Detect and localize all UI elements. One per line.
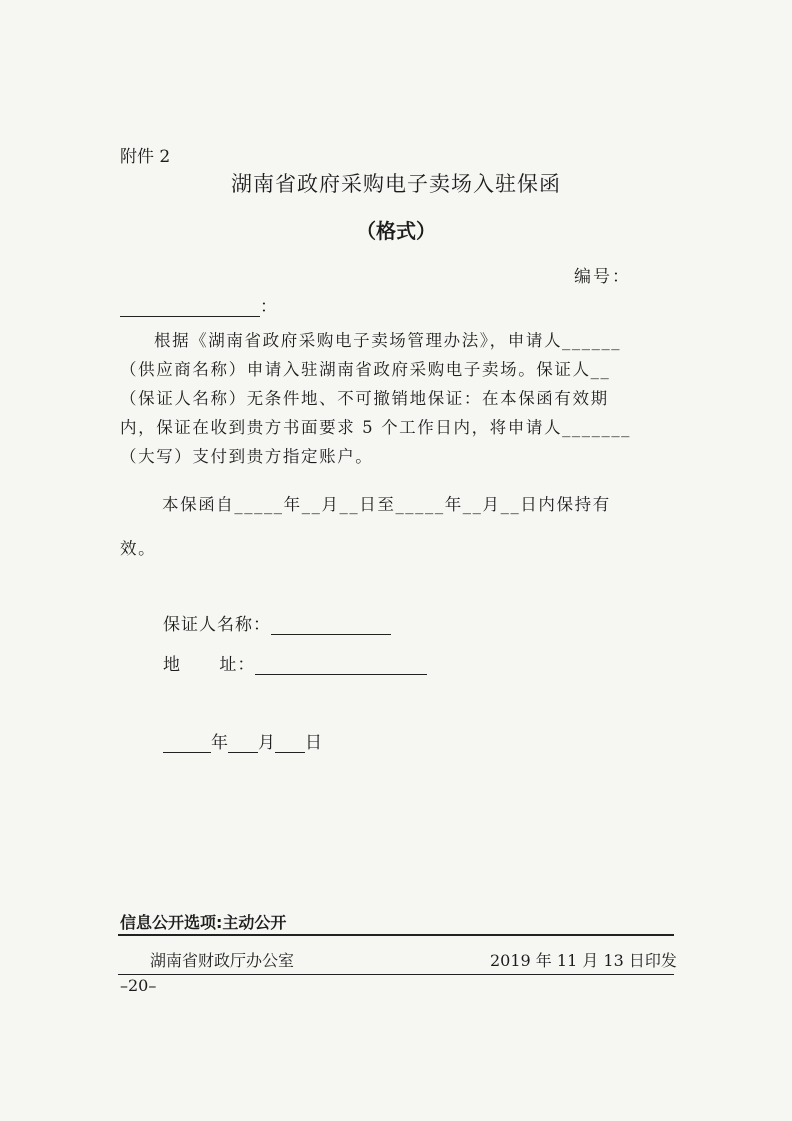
- guarantee-paragraph: [120, 326, 680, 471]
- date-row: [163, 728, 322, 753]
- validity-line-end: 效。: [120, 539, 157, 558]
- month-label: 月: [258, 733, 275, 753]
- print-date: 2019 年 11 月 13 日印发: [490, 951, 677, 970]
- paragraph-line: 内，保证在收到贵方书面要求 5 个工作日内，将申请人_______: [120, 418, 632, 437]
- year-label: 年: [211, 733, 228, 753]
- guarantor-name-row: [163, 610, 391, 635]
- addressee-blank: [120, 298, 260, 317]
- address-label: 地 址：: [163, 655, 256, 675]
- footer-rule-bottom: [118, 974, 674, 975]
- guarantor-name-blank: [271, 616, 391, 635]
- address-row: [163, 650, 427, 675]
- day-blank: [275, 734, 305, 753]
- document-title: 湖南省政府采购电子卖场入驻保函: [231, 172, 561, 196]
- year-blank: [163, 734, 211, 753]
- month-blank: [228, 734, 258, 753]
- paragraph-line: 根据《湖南省政府采购电子卖场管理办法》，申请人______: [154, 331, 622, 350]
- page-number: –20–: [120, 976, 157, 995]
- paragraph-line: （大写）支付到贵方指定账户。: [120, 447, 374, 466]
- disclosure-option: 信息公开选项:主动公开: [120, 913, 287, 932]
- footer-rule-top: [118, 934, 674, 936]
- attachment-label: 附件 2: [120, 147, 171, 167]
- addressee-line: [120, 292, 277, 317]
- serial-number-label: 编号：: [574, 267, 631, 287]
- issuing-office: 湖南省财政厅办公室: [150, 951, 295, 970]
- addressee-colon: ：: [260, 297, 277, 317]
- paragraph-line: （保证人名称）无条件地、不可撤销地保证：在本保函有效期: [120, 389, 609, 408]
- address-blank: [255, 656, 427, 675]
- validity-line: 本保函自_____年__月__日至_____年__月__日内保持有: [162, 495, 611, 514]
- paragraph-line: （供应商名称）申请入驻湖南省政府采购电子卖场。保证人__: [120, 360, 611, 379]
- day-label: 日: [305, 733, 322, 753]
- document-subtitle: （格式）: [356, 219, 436, 243]
- guarantor-name-label: 保证人名称：: [163, 615, 271, 635]
